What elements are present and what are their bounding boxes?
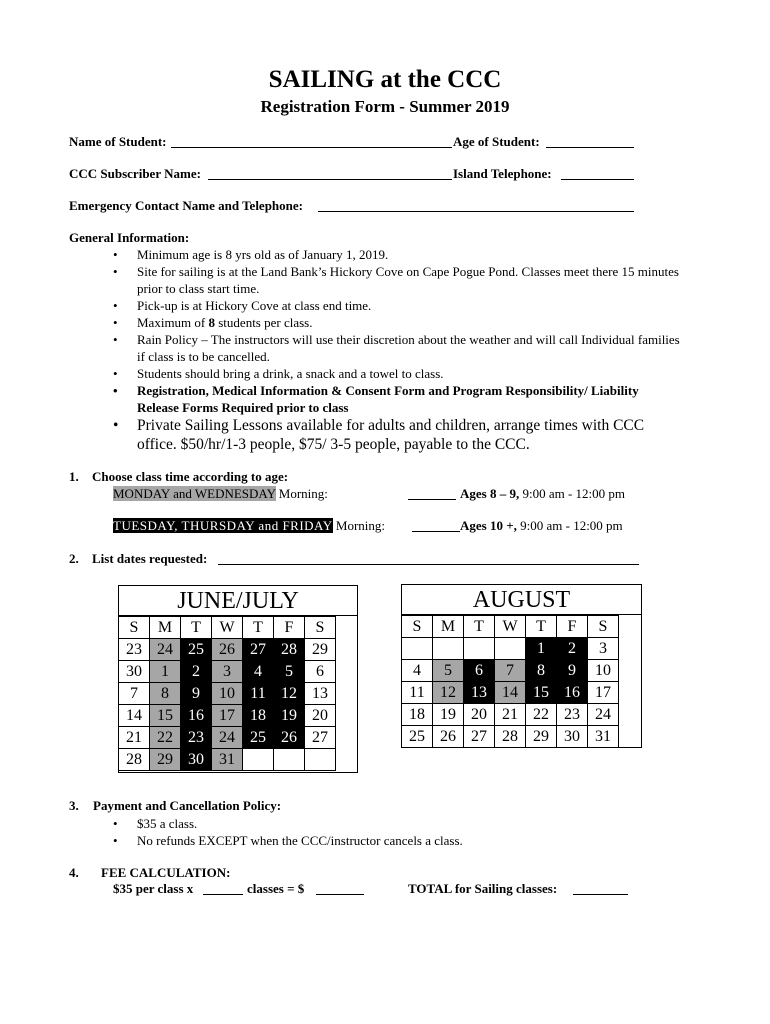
calendar-day: 10	[588, 660, 619, 682]
subscriber-name-label: CCC Subscriber Name:	[69, 166, 201, 181]
calendar-day: 24	[588, 704, 619, 726]
calendar-week-row	[119, 683, 336, 705]
policy-item: • No refunds EXCEPT when the CCC/instructor cancels a class.	[113, 832, 683, 849]
tthf-ages-label: Ages 10 +,	[460, 518, 517, 533]
calendar-day: 3	[588, 638, 619, 660]
calendar-day: 22	[526, 704, 557, 726]
calendar-day-tthf[interactable]: 2	[557, 638, 588, 660]
info-item	[113, 314, 683, 331]
calendar-august-grid	[401, 615, 619, 748]
calendar-day: 11	[402, 682, 433, 704]
calendar-day: 23	[119, 639, 150, 661]
calendar-day-mw[interactable]: 7	[495, 660, 526, 682]
calendar-day: 30	[557, 726, 588, 748]
calendar-day-tthf[interactable]: 30	[181, 749, 212, 771]
section2-heading: List dates requested:	[92, 551, 208, 566]
info-item: • Site for sailing is at the Land Bank’s Hickory Cove on Cape Pogue Pond. Classes meet there 15 minutes prior to class start time.	[113, 263, 683, 297]
calendar-day-tthf[interactable]: 16	[557, 682, 588, 704]
calendar-day-tthf[interactable]: 19	[274, 705, 305, 727]
calendar-day-mw[interactable]: 24	[150, 639, 181, 661]
calendar-day-tthf[interactable]: 11	[243, 683, 274, 705]
calendar-day: 31	[588, 726, 619, 748]
calendar-day: 21	[119, 727, 150, 749]
calendar-day: 29	[526, 726, 557, 748]
calendar-day-tthf[interactable]: 1	[526, 638, 557, 660]
calendar-day-mw[interactable]: 5	[433, 660, 464, 682]
day-header: T	[526, 616, 557, 638]
calendar-august	[401, 584, 642, 748]
calendar-day-mw[interactable]: 12	[433, 682, 464, 704]
section3-number: 3.	[69, 798, 79, 813]
calendar-day: 7	[119, 683, 150, 705]
calendar-day-empty	[402, 638, 433, 660]
calendar-day-tthf[interactable]: 28	[274, 639, 305, 661]
section1-number: 1.	[69, 469, 79, 484]
calendar-week-row	[119, 705, 336, 727]
calendar-day-tthf[interactable]: 26	[274, 727, 305, 749]
calendar-day: 20	[464, 704, 495, 726]
info-item: • Minimum age is 8 yrs old as of January 1, 2019.	[113, 246, 683, 263]
island-telephone-field[interactable]	[561, 179, 634, 180]
calendar-day-tthf[interactable]: 15	[526, 682, 557, 704]
calendar-day-mw[interactable]: 29	[150, 749, 181, 771]
calendar-day-tthf[interactable]: 6	[464, 660, 495, 682]
info-item-required-forms: • Registration, Medical Information & Consent Form and Program Responsibility/ Liability Release Forms Required prior to class	[113, 382, 683, 416]
calendar-day-mw[interactable]: 17	[212, 705, 243, 727]
calendar-day-mw[interactable]: 8	[150, 683, 181, 705]
calendar-august-title: AUGUST	[402, 585, 641, 615]
mw-time: 9:00 am - 12:00 pm	[519, 486, 626, 501]
calendar-day-empty	[305, 749, 336, 771]
calendar-day-mw[interactable]: 24	[212, 727, 243, 749]
calendar-day: 27	[305, 727, 336, 749]
day-header: M	[433, 616, 464, 638]
calendar-day-mw[interactable]: 15	[150, 705, 181, 727]
calendar-day-tthf[interactable]: 9	[181, 683, 212, 705]
tthf-ages	[460, 518, 623, 534]
calendar-week-row	[402, 660, 619, 682]
calendar-day-mw[interactable]: 22	[150, 727, 181, 749]
form-title: SAILING at the CCC	[268, 66, 502, 93]
section3-heading: Payment and Cancellation Policy:	[93, 798, 282, 813]
calendar-week-row	[402, 726, 619, 748]
dates-requested-field[interactable]	[218, 564, 639, 565]
payment-policy-list	[113, 815, 683, 849]
calendar-day: 23	[557, 704, 588, 726]
emergency-contact-field[interactable]	[318, 211, 634, 212]
calendar-week-row	[402, 682, 619, 704]
island-telephone-label: Island Telephone:	[453, 166, 552, 181]
tthf-time: 9:00 am - 12:00 pm	[516, 518, 623, 533]
form-subtitle: Registration Form - Summer 2019	[260, 97, 510, 116]
tthf-option	[113, 518, 385, 534]
calendar-day: 30	[119, 661, 150, 683]
info-max-prefix: Maximum of	[137, 315, 209, 330]
mw-ages	[460, 486, 625, 502]
calendar-week-row	[119, 749, 336, 771]
day-header: T	[464, 616, 495, 638]
calendar-day: 21	[495, 704, 526, 726]
calendar-week-row	[119, 661, 336, 683]
info-item: • Pick-up is at Hickory Cove at class end time.	[113, 297, 683, 314]
tthf-days-highlight: TUESDAY, THURSDAY and FRIDAY	[113, 518, 333, 533]
info-max-suffix: students per class.	[215, 315, 313, 330]
day-header: T	[243, 617, 274, 639]
calendar-day-tthf[interactable]: 4	[243, 661, 274, 683]
calendar-day: 14	[119, 705, 150, 727]
section1-heading: Choose class time according to age:	[92, 469, 289, 484]
calendar-day-empty	[464, 638, 495, 660]
calendar-week-row	[402, 638, 619, 660]
subscriber-name-field[interactable]	[208, 179, 452, 180]
age-of-student-field[interactable]	[546, 147, 634, 148]
day-header: T	[181, 617, 212, 639]
mw-suffix: Morning:	[275, 486, 328, 501]
calendar-day-empty	[243, 749, 274, 771]
info-item-private-lessons: • Private Sailing Lessons available for adults and children, arrange times with CCC office. $50/hr/1-3 people, $75/ 3-5 people, payable to the CCC.	[113, 416, 683, 454]
calendar-day: 4	[402, 660, 433, 682]
calendar-day-tthf[interactable]: 25	[181, 639, 212, 661]
mw-days-highlight: MONDAY and WEDNESDAY	[113, 486, 276, 501]
calendar-day-tthf[interactable]: 2	[181, 661, 212, 683]
calendar-june-july-title: JUNE/JULY	[119, 586, 357, 616]
calendar-day-header-row	[402, 616, 619, 638]
mw-ages-label: Ages 8 – 9,	[460, 486, 520, 501]
general-info-heading: General Information:	[69, 230, 190, 245]
calendar-day: 28	[119, 749, 150, 771]
calendar-day-tthf[interactable]: 9	[557, 660, 588, 682]
name-of-student-label: Name of Student:	[69, 134, 167, 149]
calendar-day-tthf[interactable]: 13	[464, 682, 495, 704]
calendar-day: 18	[402, 704, 433, 726]
day-header: W	[212, 617, 243, 639]
calendar-day: 19	[433, 704, 464, 726]
day-header: F	[274, 617, 305, 639]
calendar-day: 17	[588, 682, 619, 704]
section4-heading: FEE CALCULATION:	[101, 865, 231, 880]
fee-amount-field[interactable]	[316, 894, 364, 895]
calendar-day-tthf[interactable]: 27	[243, 639, 274, 661]
classes-count-field[interactable]	[203, 894, 243, 895]
name-of-student-field[interactable]	[171, 147, 452, 148]
total-amount-field[interactable]	[573, 894, 628, 895]
calendar-week-row	[402, 704, 619, 726]
calendar-day: 29	[305, 639, 336, 661]
calendar-week-row	[119, 639, 336, 661]
calendar-june-july-grid	[118, 616, 336, 771]
info-item: • Rain Policy – The instructors will use their discretion about the weather and will call Individual families if class is to be cancelled.	[113, 331, 683, 365]
calendar-day-tthf[interactable]: 12	[274, 683, 305, 705]
emergency-contact-label: Emergency Contact Name and Telephone:	[69, 198, 303, 213]
day-header: S	[588, 616, 619, 638]
calendar-day: 6	[305, 661, 336, 683]
calendar-day-mw[interactable]: 31	[212, 749, 243, 771]
calendar-day-empty	[433, 638, 464, 660]
calendar-day: 27	[464, 726, 495, 748]
fee-calc-prefix: $35 per class x	[113, 881, 194, 896]
info-max-number: 8	[208, 315, 215, 330]
calendar-day-tthf[interactable]: 18	[243, 705, 274, 727]
calendar-day-mw[interactable]: 26	[212, 639, 243, 661]
age-of-student-label: Age of Student:	[453, 134, 540, 149]
calendar-day-mw[interactable]: 14	[495, 682, 526, 704]
mw-choice-field[interactable]	[408, 499, 456, 500]
calendar-day-header-row	[119, 617, 336, 639]
day-header: S	[119, 617, 150, 639]
calendar-day-tthf[interactable]: 5	[274, 661, 305, 683]
calendar-day: 20	[305, 705, 336, 727]
calendar-day: 26	[433, 726, 464, 748]
day-header: S	[402, 616, 433, 638]
day-header: F	[557, 616, 588, 638]
day-header: S	[305, 617, 336, 639]
policy-item: • $35 a class.	[113, 815, 683, 832]
calendar-day-mw[interactable]: 1	[150, 661, 181, 683]
section2-number: 2.	[69, 551, 79, 566]
calendar-day: 28	[495, 726, 526, 748]
calendar-day: 25	[402, 726, 433, 748]
info-item: • Students should bring a drink, a snack and a towel to class.	[113, 365, 683, 382]
total-label: TOTAL for Sailing classes:	[408, 881, 558, 896]
calendar-day-tthf[interactable]: 8	[526, 660, 557, 682]
day-header: M	[150, 617, 181, 639]
calendar-week-row	[119, 727, 336, 749]
calendar-day: 13	[305, 683, 336, 705]
section4-number: 4.	[69, 865, 79, 880]
calendar-june-july	[118, 585, 358, 773]
calendar-day-tthf[interactable]: 23	[181, 727, 212, 749]
tthf-choice-field[interactable]	[412, 531, 460, 532]
calendar-day-tthf[interactable]: 16	[181, 705, 212, 727]
fee-calc-middle: classes = $	[247, 881, 305, 896]
calendar-day-mw[interactable]: 3	[212, 661, 243, 683]
calendar-day-empty	[495, 638, 526, 660]
tthf-suffix: Morning:	[332, 518, 386, 533]
mw-option	[113, 486, 328, 502]
calendar-day-mw[interactable]: 10	[212, 683, 243, 705]
day-header: W	[495, 616, 526, 638]
calendar-day-empty	[274, 749, 305, 771]
calendar-day-tthf[interactable]: 25	[243, 727, 274, 749]
general-info-list	[113, 246, 683, 454]
